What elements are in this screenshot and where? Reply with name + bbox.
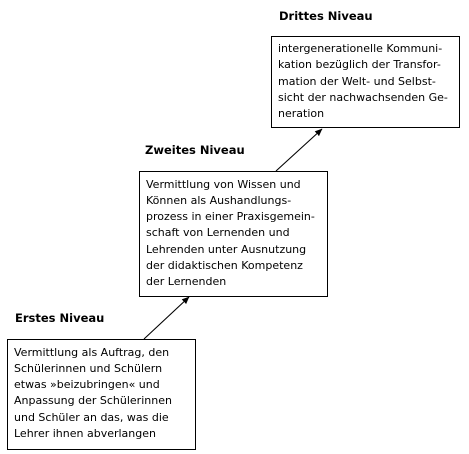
level1-text-line: Schülerinnen und Schülern — [14, 361, 163, 375]
level2-text-line: der didaktischen Kompetenz — [146, 258, 303, 272]
level3-box — [271, 36, 460, 128]
level2-box — [139, 171, 328, 297]
level3-heading: Drittes Niveau — [279, 9, 373, 23]
level3-text-line: neration — [278, 107, 325, 121]
level1-text-line: und Schüler an das, was die — [14, 410, 169, 424]
level1-text-line: Lehrer ihnen abverlangen — [14, 426, 156, 440]
level3-text-line: kation bezüglich der Transfor- — [278, 58, 441, 72]
level2-heading: Zweites Niveau — [145, 143, 245, 157]
level1-text-line: Vermittlung als Auftrag, den — [14, 345, 170, 359]
level1-text-line: etwas »beizubringen« und — [14, 378, 160, 392]
level2-text-line: Lehrenden unter Ausnutzung — [146, 242, 307, 256]
level2-text-line: Können als Aushandlungs- — [146, 193, 292, 207]
level1-box — [7, 339, 196, 450]
level3-text-line: mation der Welt- und Selbst- — [278, 74, 436, 88]
level3-text-line: intergenerationelle Kommuni- — [278, 42, 443, 55]
level2-text-line: prozess in einer Praxisgemein- — [146, 210, 315, 224]
level2-text-line: schaft von Lernenden und — [146, 226, 290, 240]
level3-text-line: sicht der nachwachsenden Ge- — [278, 90, 448, 104]
level1-text-line: Anpassung der Schülerinnen — [14, 394, 172, 408]
level2-text-line: der Lernenden — [146, 275, 227, 289]
level2-text-line: Vermittlung von Wissen und — [146, 177, 301, 191]
level1-heading: Erstes Niveau — [15, 311, 105, 325]
arrow-level1-to-level2 — [144, 297, 189, 339]
arrow-level2-to-level3 — [276, 129, 322, 171]
